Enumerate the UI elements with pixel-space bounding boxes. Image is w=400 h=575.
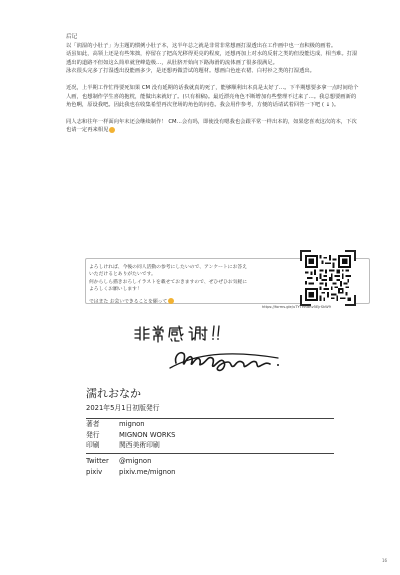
afterword-section bbox=[66, 33, 360, 135]
social-table bbox=[86, 456, 175, 477]
credit-row-publisher bbox=[86, 430, 175, 441]
credit-row-author bbox=[86, 419, 175, 430]
credits-table bbox=[86, 419, 175, 451]
handwritten-thanks-signature bbox=[118, 318, 308, 376]
credit-key: 著者 bbox=[86, 420, 100, 428]
afterword-paragraph-3: 泳衣很头完多了打湿透出没能画多少，是还想再做尝试的题材。想画白色连衣裙、白衬衫之类的打湿透出。 bbox=[66, 68, 315, 75]
survey-url-link[interactable]: https://forms.gle/uTYTHhdRv5EjrSkW9 bbox=[262, 305, 331, 309]
book-title: 濡れおなか bbox=[86, 387, 141, 400]
survey-line: 何からしら描きおろしイラストを載せておきますので、ぜひぜひお気軽に bbox=[89, 279, 248, 285]
social-key: Twitter bbox=[86, 457, 109, 465]
credit-row-printer bbox=[86, 440, 175, 451]
colophon bbox=[86, 385, 336, 412]
survey-qr-code[interactable] bbox=[300, 250, 356, 306]
survey-line: よろしければ、今後の同人活動の参考にしたいので、アンケートにお答え bbox=[89, 265, 247, 270]
credit-value: 関西美術印刷 bbox=[119, 441, 160, 449]
afterword-paragraph-5-text: 同人志和往年一样面向年末还会继续制作！ CM…会有吗，即使没有嗯我也会跟平常一样出本的，如果您喜欢这次的本，下次也请一定再来相见 bbox=[66, 118, 357, 134]
twitter-handle-link[interactable]: @mignon bbox=[119, 457, 152, 465]
credit-value: mignon bbox=[119, 420, 145, 428]
smile-emoji-icon bbox=[109, 127, 115, 133]
afterword-paragraph-2: 话虽如此，高领上还是有些笨拙，停留在了把高光移得更亮的程度，还想再加上对水的反射之类的但没能达成，相当难。打湿透出的道路不但如这么简单就登峰造极…，从肚脐开始向下路海滑的流体画了很多很满足。 bbox=[66, 51, 358, 66]
qr-code-icon bbox=[305, 255, 351, 301]
divider bbox=[86, 453, 334, 454]
afterword-paragraph-5 bbox=[66, 118, 360, 135]
survey-text bbox=[89, 264, 299, 306]
credit-value: MIGNON WORKS bbox=[119, 430, 176, 439]
afterword-paragraph-1: 以「润湿的小肚子」为主题的惯例小肚子本，这半年总之就是非常非常想画打湿透出在工作画中也一直积极的画着。 bbox=[66, 42, 337, 49]
social-key: pixiv bbox=[86, 467, 103, 476]
survey-line: いただけるとありがたいです。 bbox=[89, 272, 156, 278]
afterword-heading: 后记 bbox=[66, 34, 78, 40]
credit-key: 発行 bbox=[86, 430, 100, 439]
survey-line: よろしくお願いします！ bbox=[89, 287, 142, 293]
afterword-paragraph-4: 近况，上半期工作忙得要死如果 CM 没有延期的话我就真的死了，能够顺利出本真是太好了…。下半期想要多拿一点时间给个人画，也想制作学生喜的抱枕，能做出来就好了。(只有相稿)。最近漂亮角色不断增加有些整理不过来了…。我总想要画新的角色啊，原设我吧。因此我也在收集希望再次登场的角色的问卷。我会用作参考，方便的话请试着回答一下吧 ( ↓ )。 bbox=[66, 84, 359, 109]
publication-date: 2021年5月1日初版発行 bbox=[86, 404, 160, 412]
page-number: 16 bbox=[382, 558, 388, 563]
survey-closing-text: ではまた お会いできることを願って bbox=[89, 299, 168, 305]
smile-emoji-icon bbox=[168, 298, 174, 304]
pixiv-link[interactable]: pixiv.me/mignon bbox=[119, 467, 176, 476]
social-row-twitter bbox=[86, 456, 175, 467]
credit-key: 印刷 bbox=[86, 441, 100, 449]
social-row-pixiv bbox=[86, 467, 175, 478]
